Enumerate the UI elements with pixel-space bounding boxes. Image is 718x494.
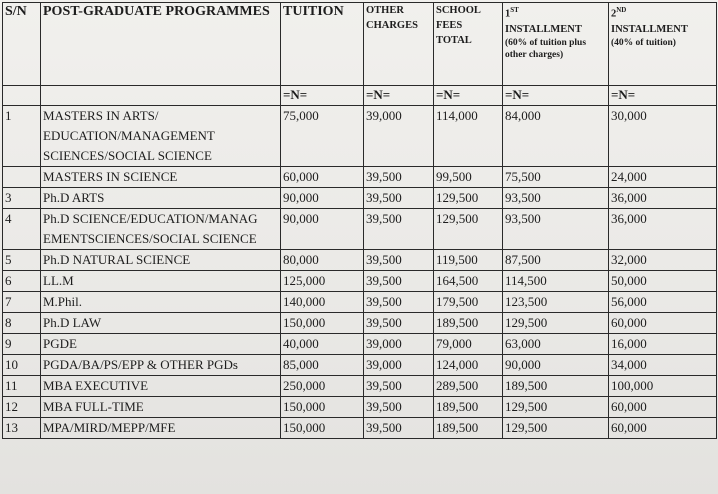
- first-installment-cell: 129,500: [503, 397, 609, 418]
- header-school-fees-total: SCHOOL FEES TOTAL: [434, 3, 503, 86]
- sn-cell: 10: [3, 355, 41, 376]
- fee-rows: [3, 106, 717, 439]
- second-installment-cell: 36,000: [609, 188, 717, 209]
- programme-cell: MPA/MIRD/MEPP/MFE: [41, 418, 281, 439]
- header-programme: POST-GRADUATE PROGRAMMES: [41, 3, 281, 86]
- sn-cell: 11: [3, 376, 41, 397]
- other-charges-cell: 39,500: [364, 376, 434, 397]
- sn-cell: 13: [3, 418, 41, 439]
- tuition-cell: 40,000: [281, 334, 364, 355]
- fees-table: [2, 2, 717, 439]
- programme-cell: Ph.D NATURAL SCIENCE: [41, 250, 281, 271]
- first-installment-cell: 123,500: [503, 292, 609, 313]
- school-fees-total-cell: 114,000: [434, 106, 503, 167]
- currency-cell: =N=: [364, 86, 434, 106]
- school-fees-total-cell: 79,000: [434, 334, 503, 355]
- other-charges-cell: 39,500: [364, 292, 434, 313]
- second-installment-cell: 50,000: [609, 271, 717, 292]
- first-installment-cell: 87,500: [503, 250, 609, 271]
- tuition-cell: 150,000: [281, 313, 364, 334]
- school-fees-total-cell: 124,000: [434, 355, 503, 376]
- second-installment-cell: 56,000: [609, 292, 717, 313]
- first-installment-cell: 90,000: [503, 355, 609, 376]
- first-installment-cell: 189,500: [503, 376, 609, 397]
- currency-cell: =N=: [503, 86, 609, 106]
- programme-cell: MBA EXECUTIVE: [41, 376, 281, 397]
- tuition-cell: 90,000: [281, 188, 364, 209]
- table-row: [3, 376, 717, 397]
- second-installment-cell: 32,000: [609, 250, 717, 271]
- other-charges-cell: 39,500: [364, 209, 434, 250]
- other-charges-cell: 39,500: [364, 271, 434, 292]
- sn-cell: 3: [3, 188, 41, 209]
- first-installment-note: (60% of tuition plus other charges): [505, 37, 587, 60]
- sn-cell: 6: [3, 271, 41, 292]
- table-row: [3, 188, 717, 209]
- second-installment-cell: 60,000: [609, 418, 717, 439]
- header-first-installment: [503, 3, 609, 86]
- first-installment-cell: 93,500: [503, 209, 609, 250]
- second-installment-cell: 60,000: [609, 313, 717, 334]
- tuition-cell: 90,000: [281, 209, 364, 250]
- currency-cell: =N=: [434, 86, 503, 106]
- school-fees-total-cell: 129,500: [434, 188, 503, 209]
- second-installment-cell: 16,000: [609, 334, 717, 355]
- first-installment-cell: 63,000: [503, 334, 609, 355]
- tuition-cell: 75,000: [281, 106, 364, 167]
- second-installment-cell: 60,000: [609, 397, 717, 418]
- header-sn: S/N: [3, 3, 41, 86]
- other-charges-cell: 39,500: [364, 313, 434, 334]
- school-fees-total-cell: 164,500: [434, 271, 503, 292]
- header-other-charges: OTHER CHARGES: [364, 3, 434, 86]
- sn-cell: 7: [3, 292, 41, 313]
- table-row: [3, 418, 717, 439]
- programme-cell: Ph.D ARTS: [41, 188, 281, 209]
- tuition-cell: 150,000: [281, 418, 364, 439]
- other-charges-cell: 39,500: [364, 188, 434, 209]
- table-row: [3, 271, 717, 292]
- school-fees-total-cell: 99,500: [434, 167, 503, 188]
- sn-cell: 4: [3, 209, 41, 250]
- programme-cell: PGDA/BA/PS/EPP & OTHER PGDs: [41, 355, 281, 376]
- school-fees-total-cell: 189,500: [434, 418, 503, 439]
- tuition-cell: 140,000: [281, 292, 364, 313]
- second-installment-label: INSTALLMENT: [611, 23, 688, 35]
- table-row: [3, 334, 717, 355]
- school-fees-total-cell: 179,500: [434, 292, 503, 313]
- other-charges-cell: 39,500: [364, 250, 434, 271]
- other-charges-cell: 39,500: [364, 397, 434, 418]
- programme-cell: Ph.D LAW: [41, 313, 281, 334]
- currency-row: [3, 86, 717, 106]
- sn-cell: 8: [3, 313, 41, 334]
- school-fees-total-cell: 289,500: [434, 376, 503, 397]
- currency-cell: =N=: [609, 86, 717, 106]
- programme-cell: PGDE: [41, 334, 281, 355]
- first-installment-sup: ST: [510, 6, 519, 14]
- first-installment-cell: 84,000: [503, 106, 609, 167]
- tuition-cell: 150,000: [281, 397, 364, 418]
- tuition-cell: 80,000: [281, 250, 364, 271]
- programme-cell: LL.M: [41, 271, 281, 292]
- programme-cell: MASTERS IN SCIENCE: [41, 167, 281, 188]
- first-installment-cell: 75,500: [503, 167, 609, 188]
- second-installment-cell: 34,000: [609, 355, 717, 376]
- first-installment-cell: 129,500: [503, 313, 609, 334]
- table-row: [3, 209, 717, 250]
- other-charges-cell: 39,500: [364, 418, 434, 439]
- tuition-cell: 250,000: [281, 376, 364, 397]
- programme-cell: M.Phil.: [41, 292, 281, 313]
- school-fees-total-cell: 189,500: [434, 313, 503, 334]
- header-tuition: TUITION: [281, 3, 364, 86]
- tuition-cell: 85,000: [281, 355, 364, 376]
- first-installment-cell: 114,500: [503, 271, 609, 292]
- table-row: [3, 292, 717, 313]
- sn-cell: [3, 167, 41, 188]
- table-row: [3, 106, 717, 167]
- currency-cell-blank: [41, 86, 281, 106]
- header-second-installment: [609, 3, 717, 86]
- school-fees-total-cell: 119,500: [434, 250, 503, 271]
- other-charges-cell: 39,500: [364, 167, 434, 188]
- first-installment-cell: 93,500: [503, 188, 609, 209]
- currency-cell-blank: [3, 86, 41, 106]
- table-row: [3, 250, 717, 271]
- sn-cell: 1: [3, 106, 41, 167]
- second-installment-sup: ND: [616, 6, 627, 14]
- currency-cell: =N=: [281, 86, 364, 106]
- other-charges-cell: 39,000: [364, 334, 434, 355]
- second-installment-num: 2: [611, 8, 617, 20]
- header-row: [3, 3, 717, 86]
- sn-cell: 12: [3, 397, 41, 418]
- table-row: [3, 313, 717, 334]
- school-fees-total-cell: 129,500: [434, 209, 503, 250]
- first-installment-label: INSTALLMENT: [505, 23, 582, 35]
- programme-cell: MBA FULL-TIME: [41, 397, 281, 418]
- other-charges-cell: 39,000: [364, 106, 434, 167]
- programme-cell: Ph.D SCIENCE/EDUCATION/MANAG EMENTSCIENCES/SOCIAL SCIENCE: [41, 209, 281, 250]
- sn-cell: 5: [3, 250, 41, 271]
- table-row: [3, 167, 717, 188]
- sn-cell: 9: [3, 334, 41, 355]
- school-fees-total-cell: 189,500: [434, 397, 503, 418]
- tuition-cell: 60,000: [281, 167, 364, 188]
- second-installment-cell: 36,000: [609, 209, 717, 250]
- tuition-cell: 125,000: [281, 271, 364, 292]
- second-installment-cell: 24,000: [609, 167, 717, 188]
- programme-cell: MASTERS IN ARTS/ EDUCATION/MANAGEMENT SCIENCES/SOCIAL SCIENCE: [41, 106, 281, 167]
- first-installment-num: 1: [505, 8, 511, 20]
- other-charges-cell: 39,000: [364, 355, 434, 376]
- second-installment-note: (40% of tuition): [611, 37, 676, 48]
- first-installment-cell: 129,500: [503, 418, 609, 439]
- second-installment-cell: 100,000: [609, 376, 717, 397]
- table-row: [3, 355, 717, 376]
- second-installment-cell: 30,000: [609, 106, 717, 167]
- table-row: [3, 397, 717, 418]
